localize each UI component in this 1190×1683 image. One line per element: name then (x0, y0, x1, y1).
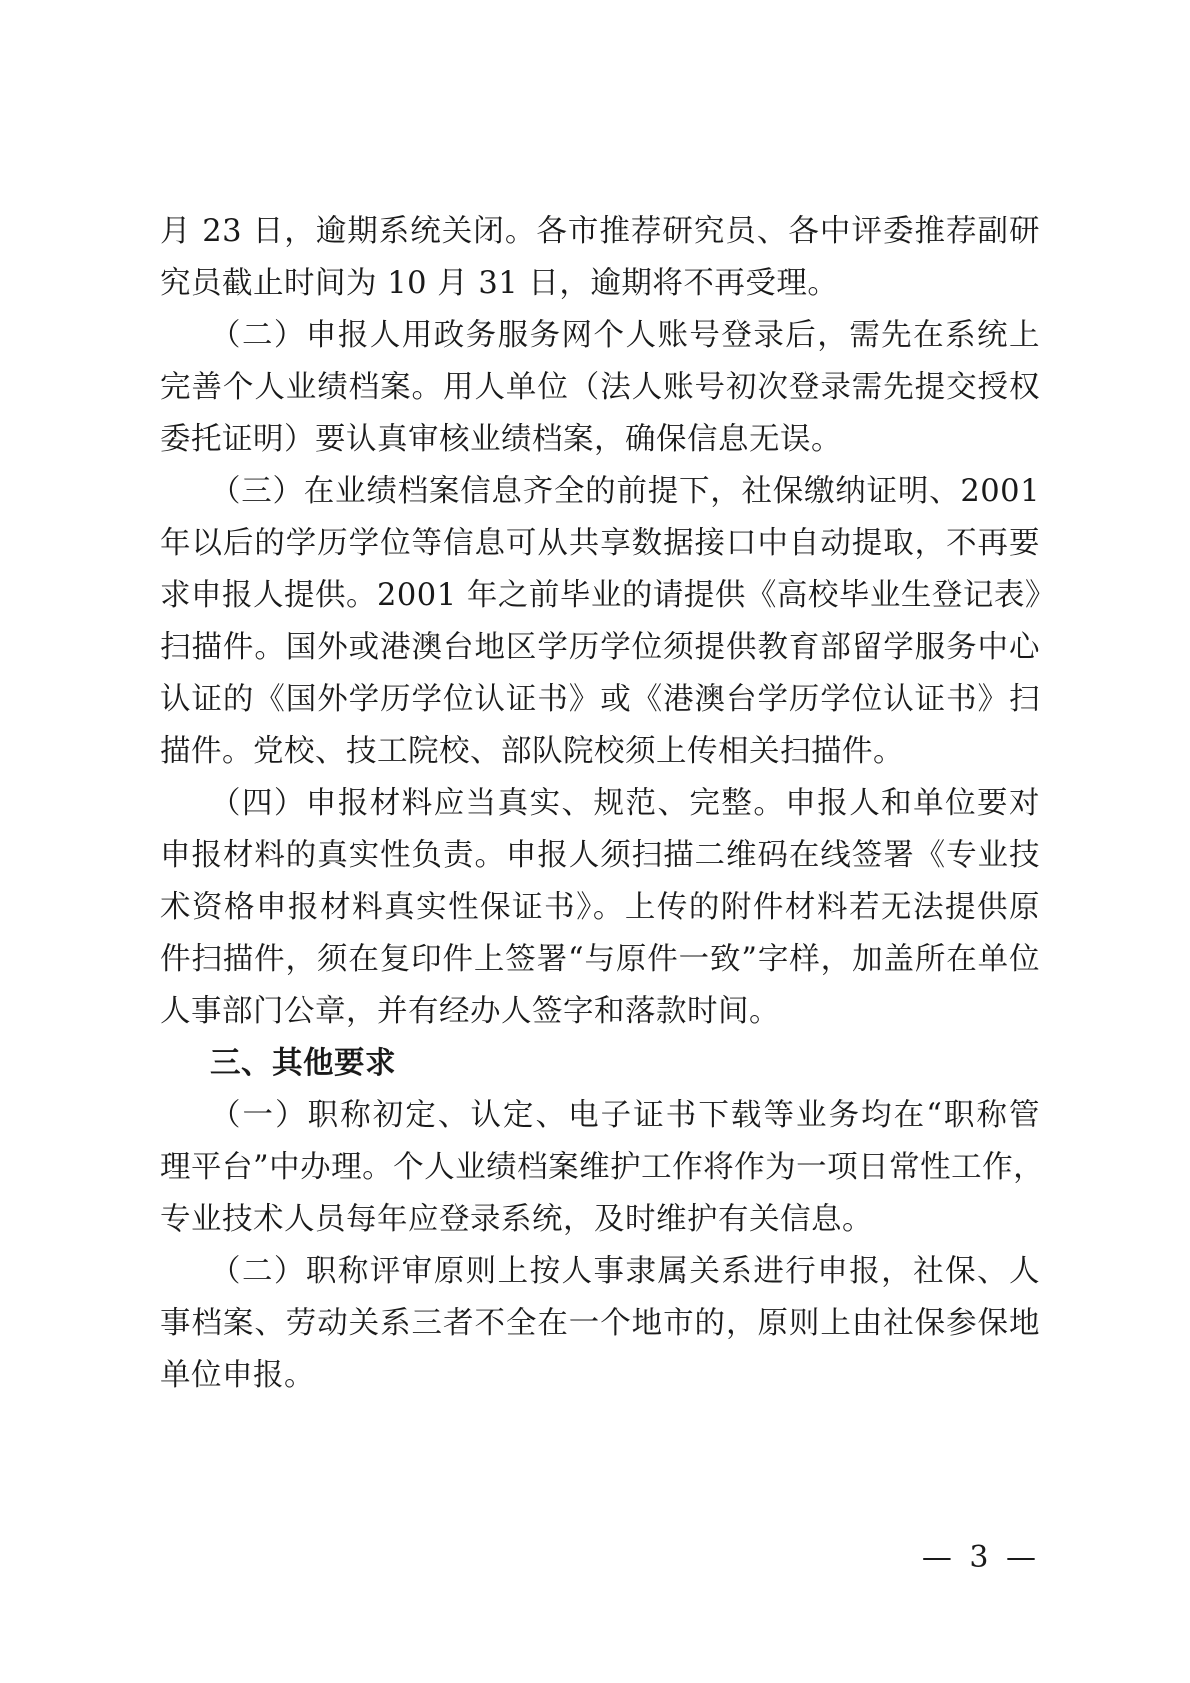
section-heading: 三、其他要求 (210, 1046, 396, 1081)
text-line: 究员截止时间为 10 月 31 日，逾期将不再受理。 (160, 266, 839, 301)
text-line: 件扫描件，须在复印件上签署“与原件一致”字样，加盖所在单位 (160, 942, 1040, 977)
text-line: 扫描件。国外或港澳台地区学历学位须提供教育部留学服务中心 (160, 630, 1040, 665)
text-line: （二）职称评审原则上按人事隶属关系进行申报，社保、人 (210, 1254, 1040, 1289)
text-line: 事档案、劳动关系三者不全在一个地市的，原则上由社保参保地 (160, 1306, 1040, 1341)
page-number: — 3 — (921, 1540, 1040, 1575)
text-line: 理平台”中办理。个人业绩档案维护工作将作为一项日常性工作， (160, 1150, 1045, 1185)
text-line: 人事部门公章，并有经办人签字和落款时间。 (160, 994, 780, 1029)
text-line: 完善个人业绩档案。用人单位（法人账号初次登录需先提交授权 (160, 370, 1040, 405)
text-line: 求申报人提供。2001 年之前毕业的请提供《高校毕业生登记表》 (160, 578, 1056, 613)
text-line: 月 23 日，逾期系统关闭。各市推荐研究员、各中评委推荐副研 (160, 214, 1040, 249)
text-line: 年以后的学历学位等信息可从共享数据接口中自动提取，不再要 (160, 526, 1040, 561)
text-line: （一）职称初定、认定、电子证书下载等业务均在“职称管 (210, 1098, 1040, 1133)
text-line: 委托证明）要认真审核业绩档案，确保信息无误。 (160, 422, 842, 457)
text-line: （二）申报人用政务服务网个人账号登录后，需先在系统上 (210, 318, 1040, 353)
text-line: 描件。党校、技工院校、部队院校须上传相关扫描件。 (160, 734, 904, 769)
text-line: （三）在业绩档案信息齐全的前提下，社保缴纳证明、2001 (210, 474, 1040, 509)
text-line: 单位申报。 (160, 1358, 315, 1393)
text-line: 专业技术人员每年应登录系统，及时维护有关信息。 (160, 1202, 873, 1237)
text-line: 认证的《国外学历学位认证书》或《港澳台学历学位认证书》扫 (160, 682, 1040, 717)
text-line: 术资格申报材料真实性保证书》。上传的附件材料若无法提供原 (160, 890, 1040, 925)
text-line: 申报材料的真实性负责。申报人须扫描二维码在线签署《专业技 (160, 838, 1040, 873)
text-line: （四）申报材料应当真实、规范、完整。申报人和单位要对 (210, 786, 1040, 821)
